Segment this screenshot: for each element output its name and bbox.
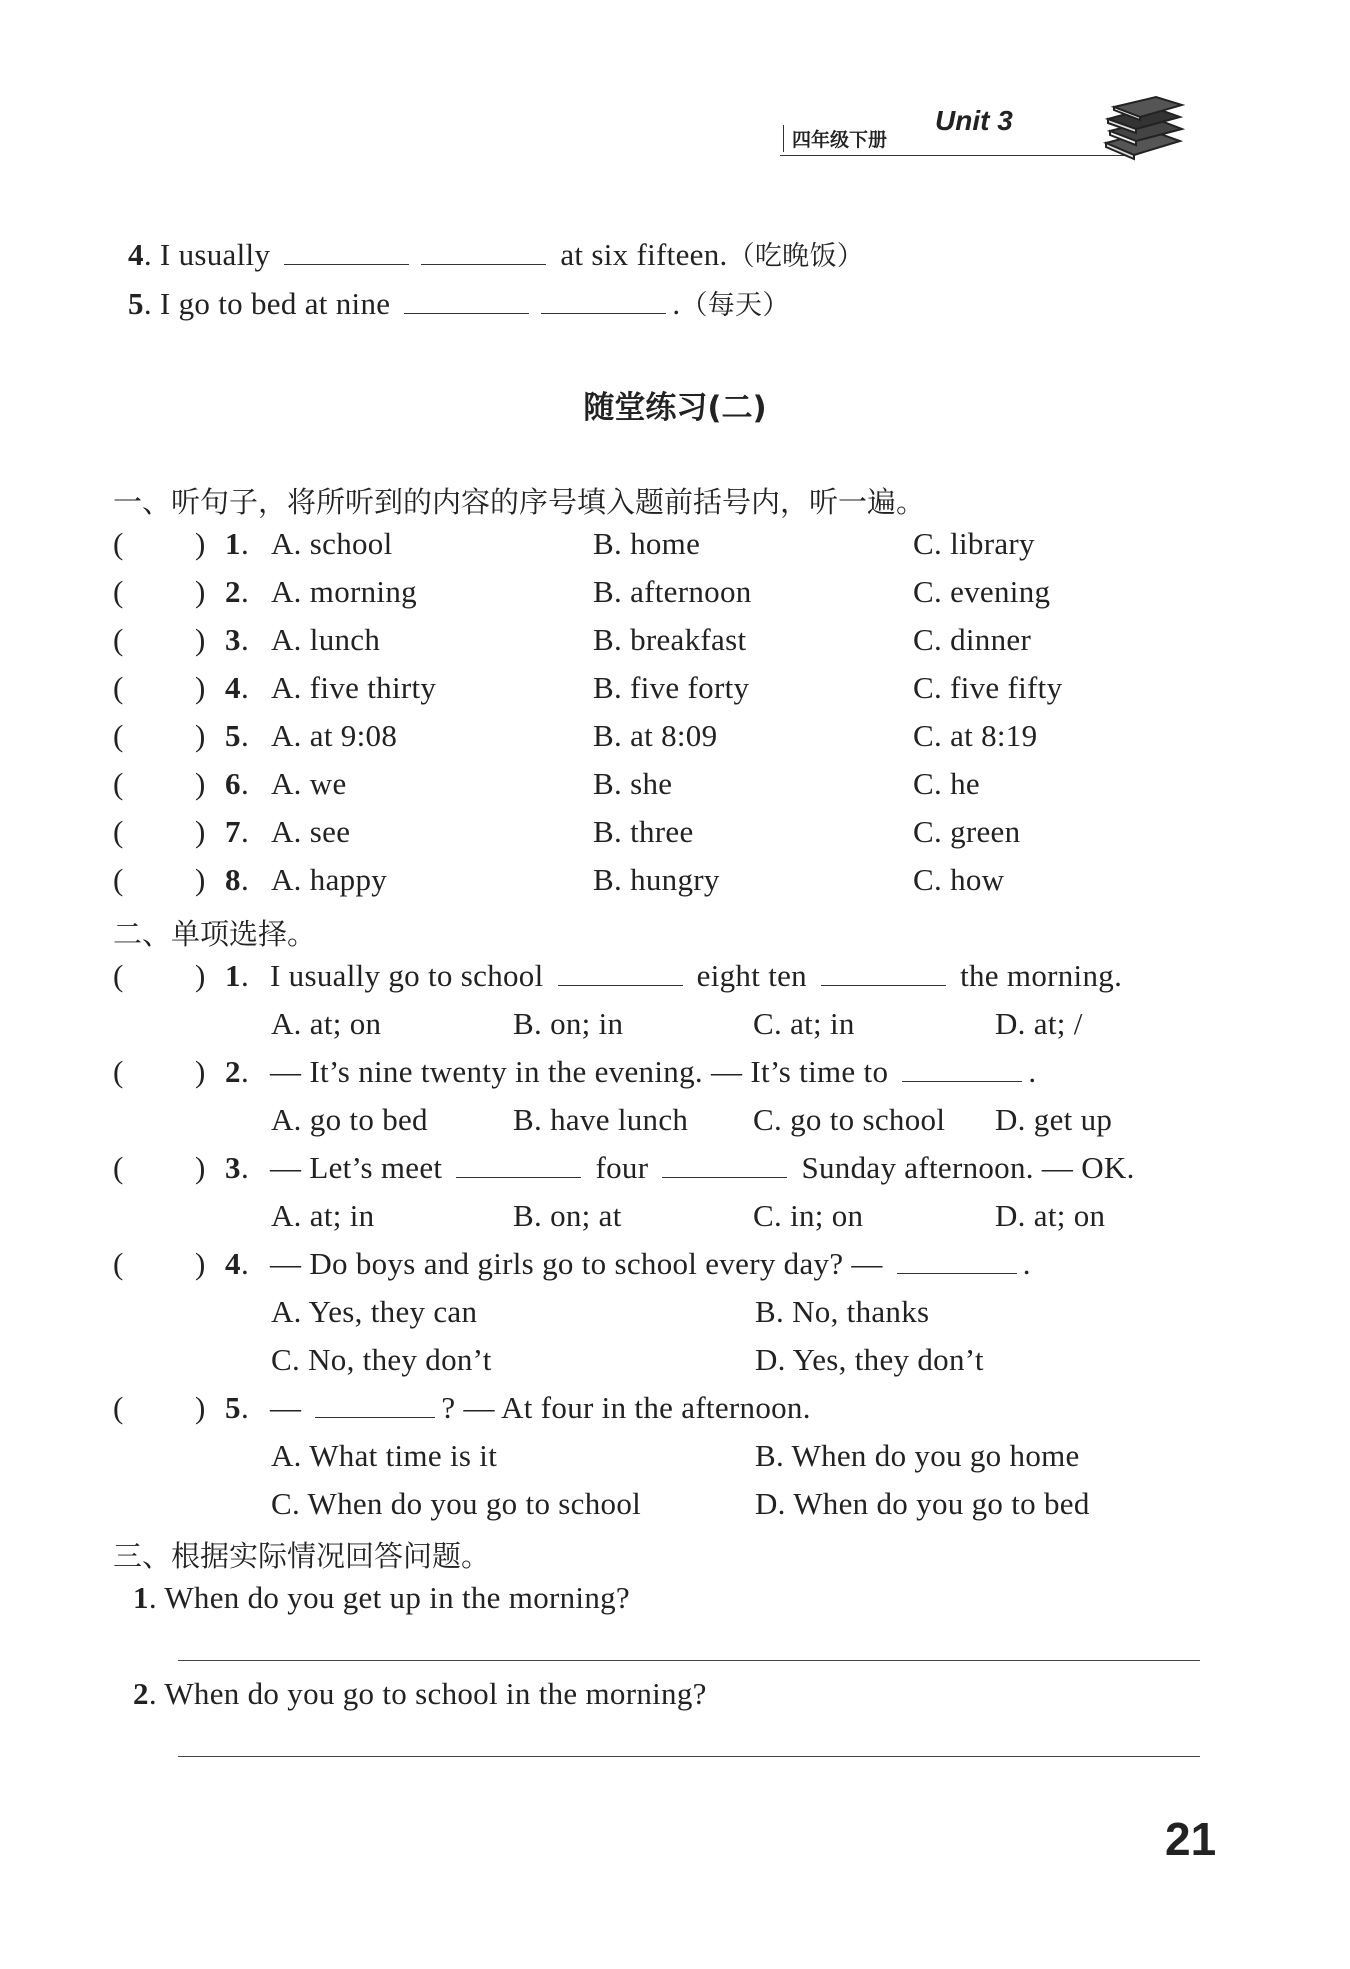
option[interactable]: D. When do you go to bed xyxy=(755,1486,1090,1521)
part3-heading: 三、根据实际情况回答问题。 xyxy=(113,1539,491,1573)
option[interactable]: A. at; in xyxy=(271,1198,375,1233)
answer-bracket[interactable]: ( xyxy=(113,718,124,753)
list-item: ( ) 4 . A. five thirty B. five forty C. five fifty xyxy=(113,670,1063,705)
part2-heading: 二、单项选择。 xyxy=(113,917,317,951)
answer-blank[interactable] xyxy=(897,1247,1017,1274)
option[interactable]: A. Yes, they can xyxy=(271,1294,478,1329)
list-item: ( ) 1 . A. school B. home C. library xyxy=(113,526,1035,561)
question-2: ( ) 2 . — It’s nine twenty in the evening. — It’s time to . A. go to bed B. have lunch C. go to school D. get up xyxy=(113,1054,1113,1137)
page-header xyxy=(775,95,1195,165)
answer-blank[interactable] xyxy=(821,959,946,986)
option[interactable]: B. No, thanks xyxy=(755,1294,930,1329)
answer-blank[interactable] xyxy=(284,238,409,265)
header-underline xyxy=(780,155,1125,156)
question-5: ( ) 5 . — ? — At four in the afternoon. A. What time is it B. When do you go home C. When do you go to school D. When do you go to bed xyxy=(113,1390,1090,1521)
answer-bracket[interactable]: ( xyxy=(113,1246,124,1281)
answer-bracket[interactable]: ( xyxy=(113,622,124,657)
books-icon xyxy=(1100,95,1185,161)
answer-blank[interactable] xyxy=(558,959,683,986)
answer-blank[interactable] xyxy=(456,1151,581,1178)
option[interactable]: C. No, they don’t xyxy=(271,1342,492,1377)
section-title: 随堂练习(二) xyxy=(583,390,767,426)
option[interactable]: D. Yes, they don’t xyxy=(755,1342,984,1377)
option[interactable]: C. go to school xyxy=(753,1102,946,1137)
question-1: ( ) 1 . I usually go to school eight ten the morning. A. at; on B. on; in C. at; in D. at; / xyxy=(113,958,1123,1041)
question-4: ( ) 4 . — Do boys and girls go to school every day? — . A. Yes, they can B. No, thanks C. No, they don’t D. Yes, they don’t xyxy=(113,1246,1031,1377)
question-3: ( ) 3 . — Let’s meet four Sunday afternoon. — OK. A. at; in B. on; at C. in; on D. at; on xyxy=(113,1150,1135,1233)
open-question-2: 2. When do you go to school in the morning? xyxy=(133,1676,707,1711)
option[interactable]: D. at; on xyxy=(995,1198,1106,1233)
option[interactable]: C. in; on xyxy=(753,1198,864,1233)
answer-bracket[interactable]: ( xyxy=(113,1054,124,1089)
answer-blank[interactable] xyxy=(902,1055,1022,1082)
unit-label: Unit 3 xyxy=(935,105,1013,136)
answer-line[interactable] xyxy=(178,1756,1200,1757)
open-question-1: 1. When do you get up in the morning? xyxy=(133,1580,630,1615)
answer-blank[interactable] xyxy=(404,287,529,314)
list-item: ( ) 6 . A. we B. she C. he xyxy=(113,766,980,801)
option[interactable]: B. When do you go home xyxy=(755,1438,1080,1473)
answer-bracket[interactable]: ( xyxy=(113,526,124,561)
option[interactable]: C. at; in xyxy=(753,1006,855,1041)
answer-bracket[interactable]: ( xyxy=(113,766,124,801)
answer-bracket[interactable]: ( xyxy=(113,862,124,897)
answer-bracket[interactable]: ( xyxy=(113,574,124,609)
answer-bracket[interactable]: ( xyxy=(113,1150,124,1185)
answer-blank[interactable] xyxy=(315,1391,435,1418)
option[interactable]: D. at; / xyxy=(995,1006,1083,1041)
answer-bracket[interactable]: ( xyxy=(113,958,124,993)
answer-blank[interactable] xyxy=(541,287,666,314)
grade-label: 四年级下册 xyxy=(783,125,887,152)
option[interactable]: A. go to bed xyxy=(271,1102,428,1137)
page-number: 21 xyxy=(1165,1813,1217,1865)
part1-heading: 一、听句子，将所听到的内容的序号填入题前括号内，听一遍。 xyxy=(113,485,926,519)
option[interactable]: A. What time is it xyxy=(271,1438,498,1473)
option[interactable]: B. have lunch xyxy=(513,1102,689,1137)
option[interactable]: B. on; at xyxy=(513,1198,622,1233)
answer-blank[interactable] xyxy=(662,1151,787,1178)
answer-bracket[interactable]: ( xyxy=(113,670,124,705)
option[interactable]: A. at; on xyxy=(271,1006,382,1041)
answer-bracket[interactable]: ( xyxy=(113,814,124,849)
top-item-5: 5. I go to bed at nine .（每天） xyxy=(128,286,790,321)
list-item: ( ) 3 . A. lunch B. breakfast C. dinner xyxy=(113,622,1032,657)
answer-line[interactable] xyxy=(178,1660,1200,1661)
list-item: ( ) 8 . A. happy B. hungry C. how xyxy=(113,862,1005,897)
list-item: ( ) 5 . A. at 9:08 B. at 8:09 C. at 8:19 xyxy=(113,718,1038,753)
list-item: ( ) 7 . A. see B. three C. green xyxy=(113,814,1021,849)
answer-bracket[interactable]: ( xyxy=(113,1390,124,1425)
option[interactable]: D. get up xyxy=(995,1102,1113,1137)
option[interactable]: B. on; in xyxy=(513,1006,624,1041)
list-item: ( ) 2 . A. morning B. afternoon C. evening xyxy=(113,574,1051,609)
option[interactable]: C. When do you go to school xyxy=(271,1486,642,1521)
top-item-4: 4. I usually at six fifteen.（吃晚饭） xyxy=(128,237,865,272)
answer-blank[interactable] xyxy=(421,238,546,265)
